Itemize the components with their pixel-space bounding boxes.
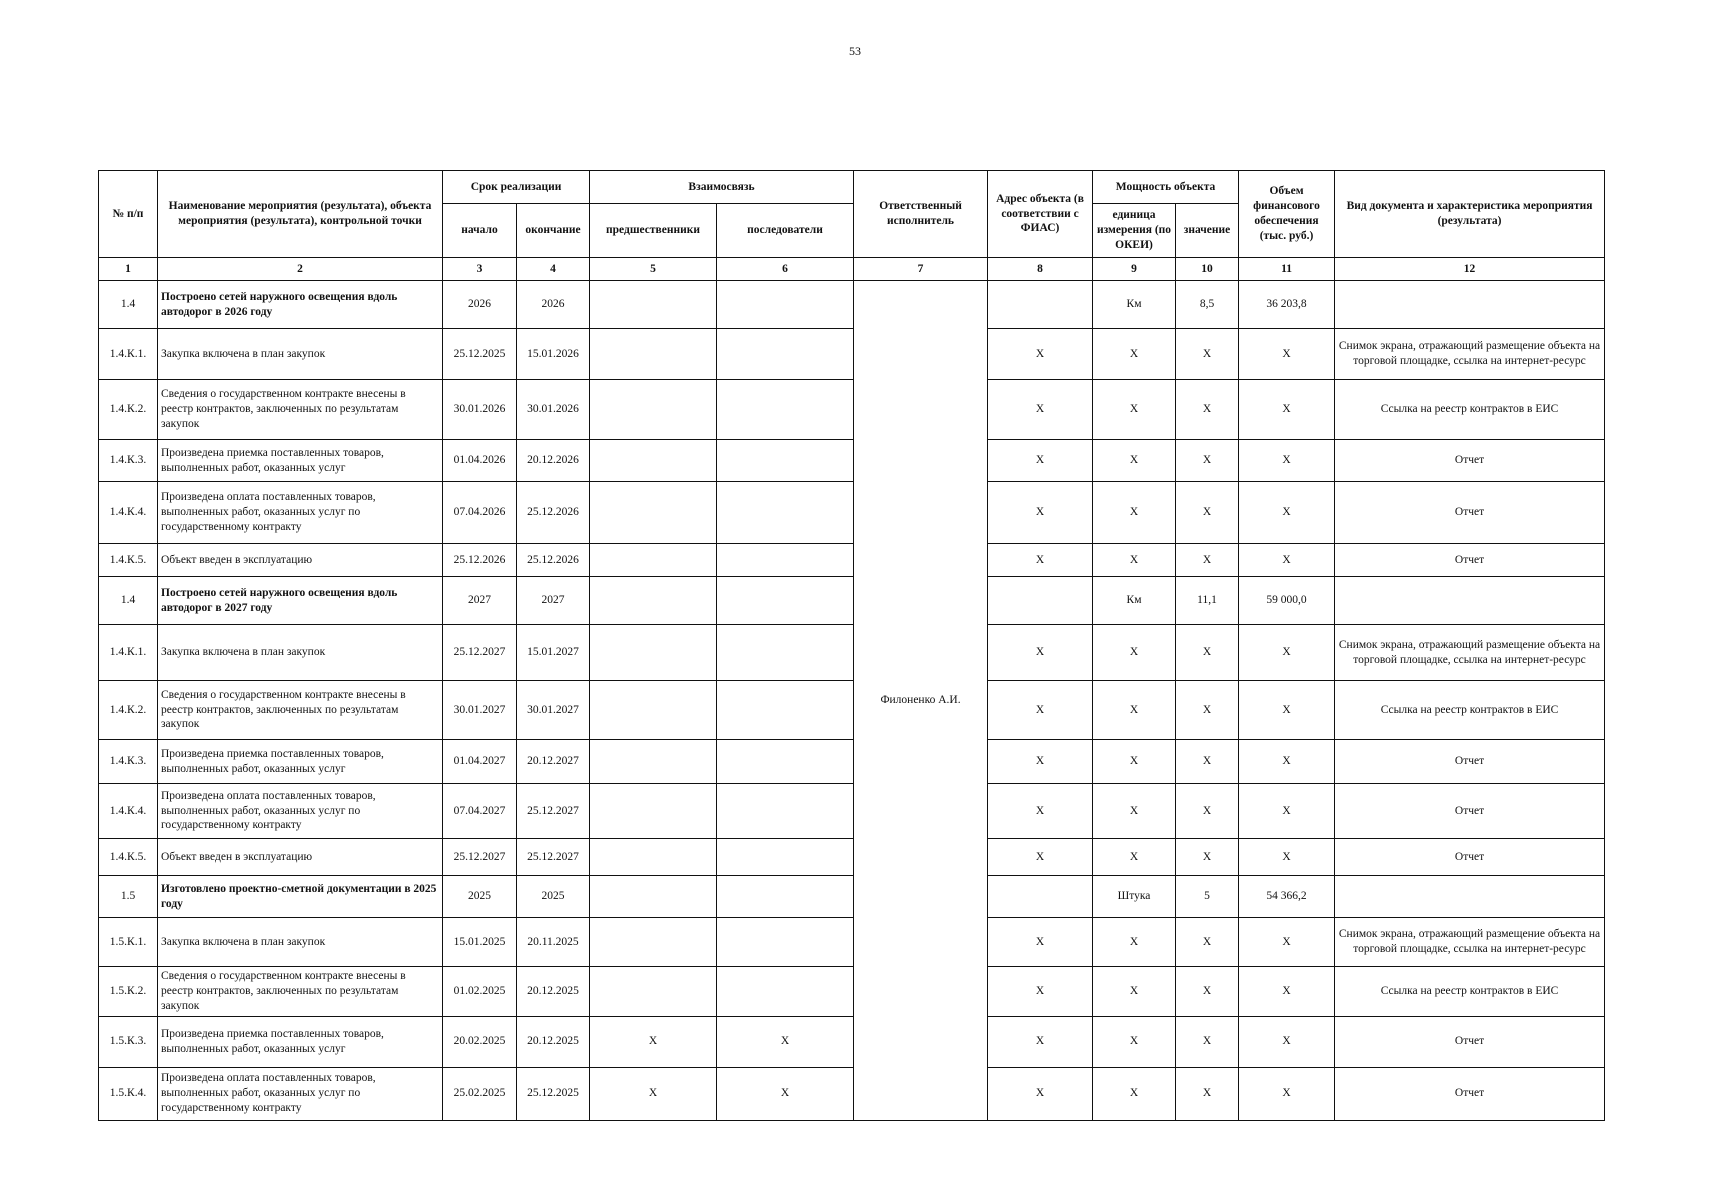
row-successors [717, 577, 854, 625]
table-row [99, 380, 1605, 440]
row-finance: 54 366,2 [1239, 876, 1335, 918]
row-number: 1.4.К.3. [99, 440, 158, 482]
header-name: Наименование мероприятия (результата), объекта мероприятия (результата), контрольной точки [158, 171, 443, 258]
row-number: 1.5.К.3. [99, 1016, 158, 1067]
row-name: Закупка включена в план закупок [158, 329, 443, 380]
row-start-date: 2025 [443, 876, 517, 918]
row-name: Объект введен в эксплуатацию [158, 544, 443, 577]
row-unit: Км [1093, 577, 1176, 625]
row-document: Отчет [1335, 740, 1605, 784]
table-row [99, 329, 1605, 380]
row-predecessors [590, 876, 717, 918]
row-document: Снимок экрана, отражающий размещение объекта на торговой площадке, ссылка на интернет-ресурс [1335, 918, 1605, 967]
row-address: X [988, 380, 1093, 440]
col-number: 8 [988, 258, 1093, 281]
row-predecessors [590, 329, 717, 380]
row-predecessors [590, 281, 717, 329]
row-value: X [1176, 625, 1239, 681]
row-end-date: 30.01.2026 [517, 380, 590, 440]
row-document: Снимок экрана, отражающий размещение объекта на торговой площадке, ссылка на интернет-ресурс [1335, 329, 1605, 380]
row-successors [717, 839, 854, 876]
row-finance: X [1239, 440, 1335, 482]
table-body [99, 281, 1605, 1121]
row-unit: X [1093, 440, 1176, 482]
col-number: 11 [1239, 258, 1335, 281]
header-doc: Вид документа и характеристика мероприятия (результата) [1335, 171, 1605, 258]
header-term-start: начало [443, 204, 517, 258]
row-end-date: 15.01.2027 [517, 625, 590, 681]
table-row [99, 918, 1605, 967]
row-predecessors [590, 839, 717, 876]
header-num: № п/п [99, 171, 158, 258]
row-unit: Км [1093, 281, 1176, 329]
row-end-date: 25.12.2025 [517, 1067, 590, 1120]
row-finance: X [1239, 625, 1335, 681]
row-value: X [1176, 544, 1239, 577]
row-address: X [988, 839, 1093, 876]
col-number: 2 [158, 258, 443, 281]
row-unit: X [1093, 1067, 1176, 1120]
row-predecessors [590, 440, 717, 482]
header-predecessors: предшественники [590, 204, 717, 258]
row-number: 1.4.К.2. [99, 380, 158, 440]
row-value: X [1176, 380, 1239, 440]
row-address: X [988, 329, 1093, 380]
row-end-date: 20.12.2027 [517, 740, 590, 784]
header-address: Адрес объекта (в соответствии с ФИАС) [988, 171, 1093, 258]
row-start-date: 15.01.2025 [443, 918, 517, 967]
row-number: 1.4.К.4. [99, 784, 158, 839]
row-address: X [988, 625, 1093, 681]
row-document: Снимок экрана, отражающий размещение объекта на торговой площадке, ссылка на интернет-ресурс [1335, 625, 1605, 681]
row-end-date: 25.12.2027 [517, 784, 590, 839]
row-name: Произведена приемка поставленных товаров, выполненных работ, оказанных услуг [158, 440, 443, 482]
row-number: 1.4 [99, 281, 158, 329]
row-document: Отчет [1335, 544, 1605, 577]
row-successors [717, 482, 854, 544]
col-number: 7 [854, 258, 988, 281]
row-document [1335, 577, 1605, 625]
col-number: 5 [590, 258, 717, 281]
row-unit: X [1093, 784, 1176, 839]
row-unit: Штука [1093, 876, 1176, 918]
row-end-date: 20.11.2025 [517, 918, 590, 967]
row-start-date: 25.12.2026 [443, 544, 517, 577]
row-finance: 36 203,8 [1239, 281, 1335, 329]
col-number: 6 [717, 258, 854, 281]
row-finance: X [1239, 482, 1335, 544]
row-name: Изготовлено проектно-сметной документации в 2025 году [158, 876, 443, 918]
row-value: X [1176, 784, 1239, 839]
row-value: X [1176, 1016, 1239, 1067]
row-start-date: 01.02.2025 [443, 967, 517, 1017]
table-row [99, 544, 1605, 577]
row-name: Произведена оплата поставленных товаров, выполненных работ, оказанных услуг по государственному контракту [158, 1067, 443, 1120]
row-value: X [1176, 681, 1239, 740]
row-finance: X [1239, 1067, 1335, 1120]
table-row [99, 625, 1605, 681]
row-number: 1.5.К.4. [99, 1067, 158, 1120]
row-address: X [988, 681, 1093, 740]
row-number: 1.5 [99, 876, 158, 918]
table-row [99, 784, 1605, 839]
row-name: Произведена приемка поставленных товаров, выполненных работ, оказанных услуг [158, 1016, 443, 1067]
row-predecessors [590, 784, 717, 839]
row-value: X [1176, 967, 1239, 1017]
row-unit: X [1093, 329, 1176, 380]
row-number: 1.5.К.1. [99, 918, 158, 967]
table-row [99, 740, 1605, 784]
row-document: Ссылка на реестр контрактов в ЕИС [1335, 380, 1605, 440]
row-value: X [1176, 839, 1239, 876]
row-name: Произведена приемка поставленных товаров, выполненных работ, оказанных услуг [158, 740, 443, 784]
row-value: X [1176, 918, 1239, 967]
table-row [99, 482, 1605, 544]
row-number: 1.4.К.1. [99, 625, 158, 681]
row-end-date: 25.12.2026 [517, 482, 590, 544]
header-capacity: Мощность объекта [1093, 171, 1239, 204]
row-predecessors [590, 380, 717, 440]
row-successors [717, 625, 854, 681]
row-finance: X [1239, 967, 1335, 1017]
row-value: X [1176, 1067, 1239, 1120]
row-end-date: 30.01.2027 [517, 681, 590, 740]
row-unit: X [1093, 918, 1176, 967]
row-document: Отчет [1335, 839, 1605, 876]
row-finance: X [1239, 784, 1335, 839]
row-address: X [988, 482, 1093, 544]
row-unit: X [1093, 681, 1176, 740]
row-end-date: 25.12.2026 [517, 544, 590, 577]
row-finance: X [1239, 681, 1335, 740]
row-number: 1.4 [99, 577, 158, 625]
row-value: X [1176, 329, 1239, 380]
row-finance: X [1239, 544, 1335, 577]
row-name: Произведена оплата поставленных товаров, выполненных работ, оказанных услуг по государственному контракту [158, 784, 443, 839]
row-start-date: 01.04.2027 [443, 740, 517, 784]
row-start-date: 2026 [443, 281, 517, 329]
row-address: X [988, 440, 1093, 482]
table-row [99, 876, 1605, 918]
row-successors [717, 544, 854, 577]
row-start-date: 25.02.2025 [443, 1067, 517, 1120]
row-value: X [1176, 482, 1239, 544]
row-successors [717, 918, 854, 967]
row-number: 1.5.К.2. [99, 967, 158, 1017]
executor-cell: Филоненко А.И. [854, 281, 988, 1121]
row-name: Закупка включена в план закупок [158, 918, 443, 967]
row-document: Ссылка на реестр контрактов в ЕИС [1335, 967, 1605, 1017]
row-successors [717, 740, 854, 784]
row-predecessors [590, 967, 717, 1017]
row-value: 8,5 [1176, 281, 1239, 329]
header-relation: Взаимосвязь [590, 171, 854, 204]
row-name: Объект введен в эксплуатацию [158, 839, 443, 876]
table-row [99, 281, 1605, 329]
row-successors [717, 380, 854, 440]
row-start-date: 20.02.2025 [443, 1016, 517, 1067]
row-end-date: 2027 [517, 577, 590, 625]
row-unit: X [1093, 967, 1176, 1017]
row-unit: X [1093, 380, 1176, 440]
row-end-date: 20.12.2025 [517, 967, 590, 1017]
row-finance: X [1239, 839, 1335, 876]
row-predecessors [590, 681, 717, 740]
row-name: Сведения о государственном контракте внесены в реестр контрактов, заключенных по результатам закупок [158, 380, 443, 440]
col-number: 1 [99, 258, 158, 281]
row-successors [717, 876, 854, 918]
table-row [99, 967, 1605, 1017]
row-unit: X [1093, 544, 1176, 577]
row-document: Отчет [1335, 440, 1605, 482]
row-finance: X [1239, 918, 1335, 967]
row-address [988, 876, 1093, 918]
row-number: 1.4.К.2. [99, 681, 158, 740]
row-value: 5 [1176, 876, 1239, 918]
row-unit: X [1093, 740, 1176, 784]
table-row [99, 1067, 1605, 1120]
table-row [99, 1016, 1605, 1067]
header-successors: последователи [717, 204, 854, 258]
row-name: Построено сетей наружного освещения вдоль автодорог в 2026 году [158, 281, 443, 329]
row-address: X [988, 740, 1093, 784]
row-end-date: 20.12.2025 [517, 1016, 590, 1067]
row-successors: X [717, 1067, 854, 1120]
header-finance: Объем финансового обеспечения (тыс. руб.) [1239, 171, 1335, 258]
row-address: X [988, 544, 1093, 577]
column-numbers-row [99, 258, 1605, 281]
row-start-date: 25.12.2027 [443, 839, 517, 876]
col-number: 3 [443, 258, 517, 281]
row-end-date: 25.12.2027 [517, 839, 590, 876]
col-number: 10 [1176, 258, 1239, 281]
row-unit: X [1093, 482, 1176, 544]
row-name: Сведения о государственном контракте внесены в реестр контрактов, заключенных по результатам закупок [158, 967, 443, 1017]
row-unit: X [1093, 625, 1176, 681]
row-number: 1.4.К.4. [99, 482, 158, 544]
col-number: 9 [1093, 258, 1176, 281]
row-predecessors [590, 544, 717, 577]
row-start-date: 07.04.2026 [443, 482, 517, 544]
row-successors [717, 440, 854, 482]
row-predecessors [590, 482, 717, 544]
row-unit: X [1093, 1016, 1176, 1067]
row-number: 1.4.К.5. [99, 544, 158, 577]
row-end-date: 20.12.2026 [517, 440, 590, 482]
header-unit: единица измерения (по ОКЕИ) [1093, 204, 1176, 258]
row-name: Построено сетей наружного освещения вдоль автодорог в 2027 году [158, 577, 443, 625]
row-document: Ссылка на реестр контрактов в ЕИС [1335, 681, 1605, 740]
header-executor: Ответственный исполнитель [854, 171, 988, 258]
row-document: Отчет [1335, 1067, 1605, 1120]
col-number: 4 [517, 258, 590, 281]
row-end-date: 15.01.2026 [517, 329, 590, 380]
row-value: X [1176, 740, 1239, 784]
row-address: X [988, 784, 1093, 839]
row-address [988, 281, 1093, 329]
row-address [988, 577, 1093, 625]
row-predecessors [590, 740, 717, 784]
header-term: Срок реализации [443, 171, 590, 204]
row-start-date: 07.04.2027 [443, 784, 517, 839]
row-successors: X [717, 1016, 854, 1067]
row-finance: X [1239, 1016, 1335, 1067]
row-successors [717, 967, 854, 1017]
row-name: Произведена оплата поставленных товаров, выполненных работ, оказанных услуг по государственному контракту [158, 482, 443, 544]
row-document [1335, 876, 1605, 918]
row-start-date: 30.01.2027 [443, 681, 517, 740]
header-value: значение [1176, 204, 1239, 258]
row-number: 1.4.К.5. [99, 839, 158, 876]
row-successors [717, 281, 854, 329]
row-start-date: 25.12.2027 [443, 625, 517, 681]
row-start-date: 2027 [443, 577, 517, 625]
table-row [99, 681, 1605, 740]
row-name: Сведения о государственном контракте внесены в реестр контрактов, заключенных по результатам закупок [158, 681, 443, 740]
page-number: 53 [849, 44, 861, 58]
row-address: X [988, 1067, 1093, 1120]
row-finance: X [1239, 329, 1335, 380]
row-end-date: 2026 [517, 281, 590, 329]
row-unit: X [1093, 839, 1176, 876]
row-document: Отчет [1335, 482, 1605, 544]
table-row [99, 839, 1605, 876]
row-predecessors [590, 625, 717, 681]
row-value: 11,1 [1176, 577, 1239, 625]
row-finance: 59 000,0 [1239, 577, 1335, 625]
row-predecessors: X [590, 1067, 717, 1120]
row-finance: X [1239, 740, 1335, 784]
row-predecessors [590, 918, 717, 967]
row-successors [717, 784, 854, 839]
row-successors [717, 329, 854, 380]
row-address: X [988, 918, 1093, 967]
table-row [99, 440, 1605, 482]
row-name: Закупка включена в план закупок [158, 625, 443, 681]
row-start-date: 30.01.2026 [443, 380, 517, 440]
row-address: X [988, 1016, 1093, 1067]
row-address: X [988, 967, 1093, 1017]
row-number: 1.4.К.1. [99, 329, 158, 380]
row-successors [717, 681, 854, 740]
row-start-date: 01.04.2026 [443, 440, 517, 482]
row-document [1335, 281, 1605, 329]
plan-table [98, 170, 1605, 1121]
row-number: 1.4.К.3. [99, 740, 158, 784]
row-document: Отчет [1335, 784, 1605, 839]
row-predecessors [590, 577, 717, 625]
header-term-end: окончание [517, 204, 590, 258]
row-value: X [1176, 440, 1239, 482]
row-predecessors: X [590, 1016, 717, 1067]
row-finance: X [1239, 380, 1335, 440]
row-end-date: 2025 [517, 876, 590, 918]
table-row [99, 577, 1605, 625]
row-document: Отчет [1335, 1016, 1605, 1067]
col-number: 12 [1335, 258, 1605, 281]
row-start-date: 25.12.2025 [443, 329, 517, 380]
